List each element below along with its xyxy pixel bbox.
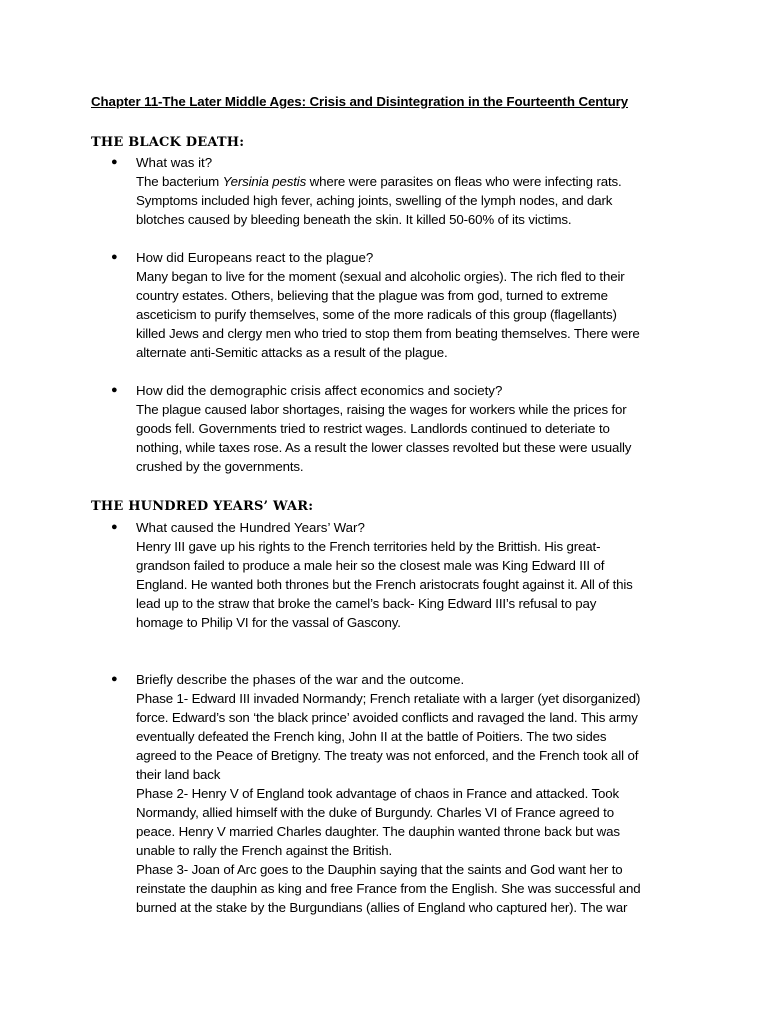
answer-line: peace. Henry V married Charles daughter. The dauphin wanted throne back but was bbox=[136, 824, 620, 839]
answer-line: Henry III gave up his rights to the French territories held by the Brittish. His great- bbox=[136, 539, 601, 554]
section-heading-black-death: THE BLACK DEATH: bbox=[91, 135, 245, 150]
chapter-title: Chapter 11-The Later Middle Ages: Crisis and Disintegration in the Fourteenth Century bbox=[91, 94, 628, 109]
answer-line: force. Edward’s son ‘the black prince’ avoided conflicts and ravaged the land. This army bbox=[136, 710, 638, 725]
answer-line: asceticism to purify themselves, some of the more radicals of this group (flagellants) bbox=[136, 307, 617, 322]
species-name: Yersinia pestis bbox=[222, 174, 307, 189]
answer-line: lead up to the straw that broke the camel’s back- King Edward III’s refusal to pay bbox=[136, 596, 597, 611]
answer-line: eventually defeated the French king, John II at the battle of Poitiers. The two sides bbox=[136, 729, 607, 744]
answer-line: nothing, while taxes rose. As a result the lower classes revolted but these were usually bbox=[136, 440, 632, 455]
answer-line: The plague caused labor shortages, raising the wages for workers while the prices for bbox=[136, 402, 627, 417]
answer-line: homage to Philip VI for the vassal of Gascony. bbox=[136, 615, 401, 630]
answer-line: alternate anti-Semitic attacks as a result of the plague. bbox=[136, 345, 448, 360]
answer-text bbox=[136, 267, 684, 362]
answer-line: Symptoms included high fever, aching joints, swelling of the lymph nodes, and dark bbox=[136, 193, 613, 208]
section-heading-hundred-years-war: THE HUNDRED YEARS’ WAR: bbox=[91, 499, 314, 514]
answer-line: their land back bbox=[136, 767, 221, 782]
question-text: What caused the Hundred Years’ War? bbox=[136, 520, 365, 535]
answer-text bbox=[136, 537, 684, 632]
bullet-icon: ● bbox=[111, 673, 118, 685]
answer-line: grandson failed to produce a male heir so the closest male was King Edward III of bbox=[136, 558, 605, 573]
answer-line: country estates. Others, believing that the plague was from god, turned to extreme bbox=[136, 288, 608, 303]
answer-line: England. He wanted both thrones but the French aristocrats fought against it. All of this bbox=[136, 577, 633, 592]
answer-line: burned at the stake by the Burgundians (allies of England who captured her). The war bbox=[136, 900, 628, 915]
answer-line: The bacterium Yersinia pestis where were parasites on fleas who were infecting rats. bbox=[136, 174, 622, 189]
bullet-icon: ● bbox=[111, 251, 118, 263]
answer-line: Phase 1- Edward III invaded Normandy; French retaliate with a larger (yet disorganized) bbox=[136, 691, 641, 706]
answer-text bbox=[136, 689, 684, 917]
question-text: What was it? bbox=[136, 155, 213, 170]
answer-line: Phase 2- Henry V of England took advantage of chaos in France and attacked. Took bbox=[136, 786, 620, 801]
answer-line: agreed to the Peace of Bretigny. The treaty was not enforced, and the French took all of bbox=[136, 748, 639, 763]
answer-line: killed Jews and clergy men who tried to stop them from beating themselves. There were bbox=[136, 326, 640, 341]
question-text: How did Europeans react to the plague? bbox=[136, 250, 374, 265]
answer-line: Normandy, allied himself with the duke of Burgundy. Charles VI of France agreed to bbox=[136, 805, 614, 820]
answer-line: crushed by the governments. bbox=[136, 459, 304, 474]
bullet-icon: ● bbox=[111, 384, 118, 396]
answer-text bbox=[136, 172, 684, 229]
bullet-icon: ● bbox=[111, 521, 118, 533]
answer-line: blotches caused by bleeding beneath the skin. It killed 50-60% of its victims. bbox=[136, 212, 572, 227]
question-text: How did the demographic crisis affect economics and society? bbox=[136, 383, 503, 398]
answer-line: goods fell. Governments tried to restrict wages. Landlords continued to deteriate to bbox=[136, 421, 610, 436]
answer-line: unable to rally the French against the British. bbox=[136, 843, 393, 858]
answer-line: Phase 3- Joan of Arc goes to the Dauphin saying that the saints and God want her to bbox=[136, 862, 623, 877]
answer-text bbox=[136, 400, 684, 476]
bullet-icon: ● bbox=[111, 156, 118, 168]
answer-line: reinstate the dauphin as king and free France from the English. She was successful and bbox=[136, 881, 641, 896]
question-text: Briefly describe the phases of the war and the outcome. bbox=[136, 672, 465, 687]
answer-line: Many began to live for the moment (sexual and alcoholic orgies). The rich fled to their bbox=[136, 269, 625, 284]
